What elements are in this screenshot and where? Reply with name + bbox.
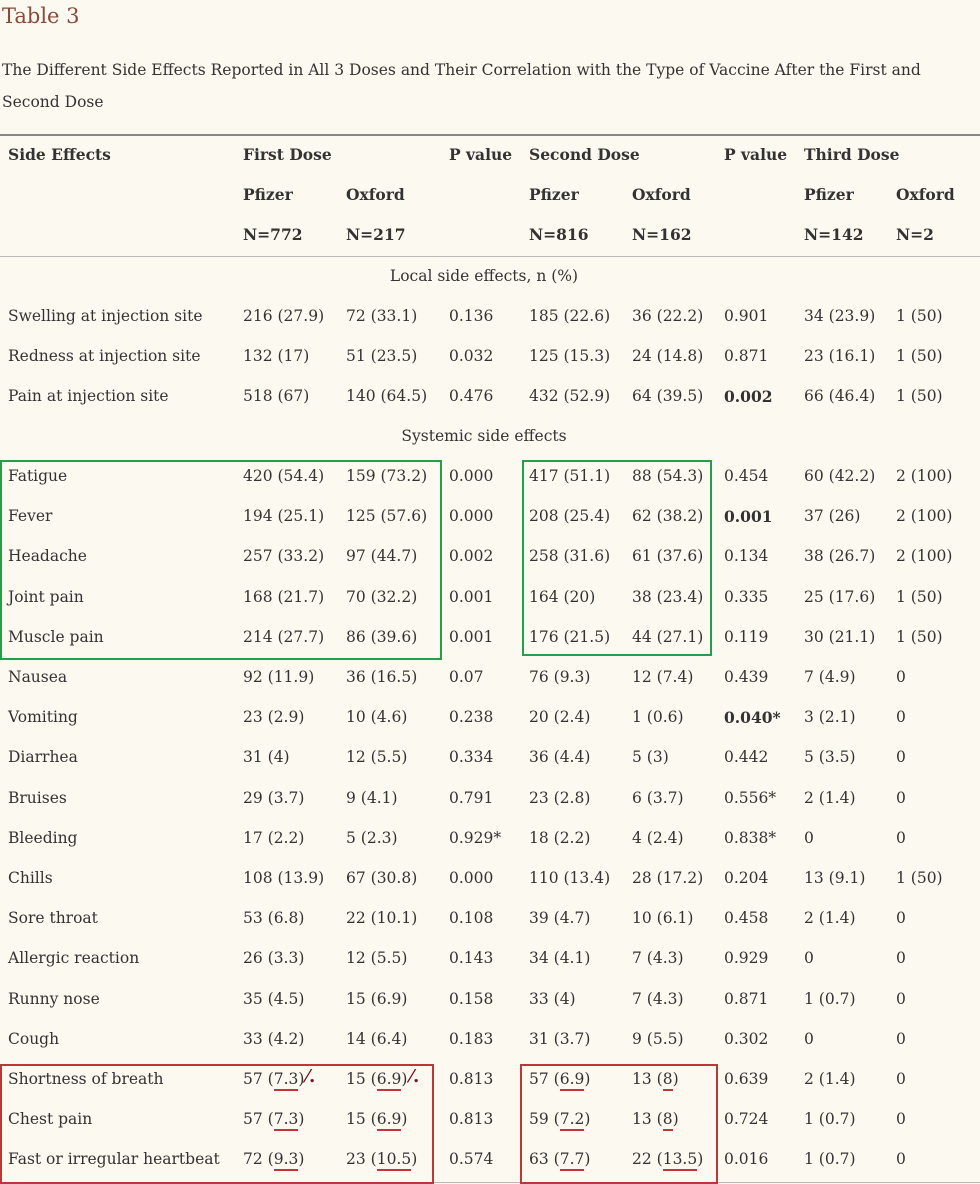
cell-p2: 0.119 bbox=[724, 627, 769, 646]
side-effect-name: Allergic reaction bbox=[8, 949, 140, 968]
cell-c6: 0 bbox=[896, 949, 906, 968]
header-n-second-pfizer: N=816 bbox=[529, 225, 589, 244]
cell-p2: 0.639 bbox=[724, 1070, 769, 1088]
header-oxford-2: Oxford bbox=[632, 185, 691, 204]
side-effect-name: Muscle pain bbox=[8, 627, 104, 646]
cell-p1: 0.158 bbox=[449, 989, 494, 1008]
cell-p1: 0.813 bbox=[449, 1110, 494, 1129]
header-p-value-1: P value bbox=[449, 145, 513, 164]
cell-c1: 23 (2.9) bbox=[243, 708, 305, 727]
side-effect-name: Bruises bbox=[8, 788, 67, 807]
cell-c5: 2 (1.4) bbox=[804, 909, 856, 928]
header-row-3 bbox=[0, 214, 980, 254]
table-row bbox=[0, 737, 980, 777]
side-effect-name: Redness at injection site bbox=[8, 347, 201, 365]
header-n-third-oxford: N=2 bbox=[896, 225, 934, 244]
side-effect-name: Diarrhea bbox=[8, 748, 78, 767]
header-p-value-2: P value bbox=[724, 145, 788, 164]
cell-c4: 13 (8) bbox=[632, 1070, 679, 1088]
cell-c2: 67 (30.8) bbox=[346, 869, 418, 887]
cell-p2: 0.556* bbox=[724, 788, 777, 807]
cell-c5: 25 (17.6) bbox=[804, 587, 876, 606]
section-local: Local side effects, n (%) bbox=[389, 267, 579, 285]
cell-p2: 0.016 bbox=[724, 1150, 769, 1169]
cell-c2: 12 (5.5) bbox=[346, 748, 408, 767]
cell-c3: 33 (4) bbox=[529, 989, 576, 1008]
cell-c1: 26 (3.3) bbox=[243, 949, 305, 968]
cell-c2: 9 (4.1) bbox=[346, 788, 398, 807]
cell-c6: 0 bbox=[896, 1070, 906, 1088]
cell-c6: 2 (100) bbox=[896, 507, 953, 526]
cell-c6: 1 (50) bbox=[896, 869, 943, 887]
cell-c1: 257 (33.2) bbox=[243, 547, 325, 566]
cell-c4: 38 (23.4) bbox=[632, 587, 704, 606]
side-effect-name: Joint pain bbox=[8, 587, 84, 606]
cell-c5: 0 bbox=[804, 1029, 814, 1048]
cell-p1: 0.791 bbox=[449, 788, 494, 807]
cell-c5: 1 (0.7) bbox=[804, 1110, 856, 1129]
header-oxford-1: Oxford bbox=[346, 185, 405, 204]
cell-c5: 66 (46.4) bbox=[804, 387, 876, 405]
cell-p1: 0.07 bbox=[449, 668, 484, 686]
cell-p2: 0.040* bbox=[724, 708, 781, 728]
cell-c4: 10 (6.1) bbox=[632, 909, 694, 928]
red-box-second-dose bbox=[520, 1064, 718, 1184]
table-row bbox=[0, 858, 980, 898]
cell-c5: 30 (21.1) bbox=[804, 627, 876, 646]
cell-c6: 0 bbox=[896, 788, 906, 807]
cell-c4: 61 (37.6) bbox=[632, 547, 704, 566]
table-row bbox=[0, 818, 980, 858]
cell-c5: 3 (2.1) bbox=[804, 708, 856, 727]
cell-c2: 125 (57.6) bbox=[346, 507, 428, 526]
cell-c6: 0 bbox=[896, 989, 906, 1008]
red-box-first-dose bbox=[0, 1064, 434, 1184]
cell-p2: 0.439 bbox=[724, 668, 769, 686]
cell-p2: 0.134 bbox=[724, 547, 769, 566]
cell-c3: 20 (2.4) bbox=[529, 708, 591, 727]
section-systemic: Systemic side effects bbox=[401, 427, 567, 445]
cell-c1: 57 (7.3) bbox=[243, 1110, 304, 1128]
cell-c2: 72 (33.1) bbox=[346, 307, 418, 325]
cell-p1: 0.001 bbox=[449, 587, 494, 606]
cell-c4: 4 (2.4) bbox=[632, 828, 684, 847]
cell-c5: 34 (23.9) bbox=[804, 307, 876, 325]
side-effect-name: Shortness of breath bbox=[8, 1070, 164, 1088]
cell-c6: 2 (100) bbox=[896, 547, 953, 566]
side-effect-name: Headache bbox=[8, 547, 87, 566]
cell-c5: 2 (1.4) bbox=[804, 1070, 856, 1088]
cell-c4: 22 (13.5) bbox=[632, 1150, 703, 1168]
cell-p2: 0.871 bbox=[724, 347, 769, 365]
cell-p2: 0.838* bbox=[724, 828, 777, 847]
cell-c3: 176 (21.5) bbox=[529, 627, 611, 646]
cell-c3: 125 (15.3) bbox=[529, 347, 611, 365]
cell-c1: 108 (13.9) bbox=[243, 869, 325, 887]
cell-p1: 0.000 bbox=[449, 507, 494, 526]
header-bottom-rule bbox=[0, 256, 980, 257]
cell-p1: 0.000 bbox=[449, 467, 494, 485]
cell-c5: 1 (0.7) bbox=[804, 1150, 856, 1169]
cell-c2: 70 (32.2) bbox=[346, 587, 418, 606]
cell-c4: 62 (38.2) bbox=[632, 507, 704, 526]
cell-c5: 0 bbox=[804, 828, 814, 847]
cell-c3: 18 (2.2) bbox=[529, 828, 591, 847]
cell-c5: 2 (1.4) bbox=[804, 788, 856, 807]
cell-c4: 64 (39.5) bbox=[632, 387, 704, 405]
table-row bbox=[0, 1019, 980, 1059]
cell-c6: 0 bbox=[896, 1150, 906, 1169]
cell-c3: 76 (9.3) bbox=[529, 668, 591, 686]
header-second-dose: Second Dose bbox=[529, 145, 640, 164]
cell-c3: 39 (4.7) bbox=[529, 909, 591, 928]
side-effect-name: Sore throat bbox=[8, 909, 98, 928]
cell-c6: 1 (50) bbox=[896, 627, 943, 646]
header-row-2 bbox=[0, 174, 980, 214]
cell-c5: 0 bbox=[804, 949, 814, 968]
table-row bbox=[0, 938, 980, 978]
table-row bbox=[0, 778, 980, 818]
cell-c2: 12 (5.5) bbox=[346, 949, 408, 968]
cell-c1: 29 (3.7) bbox=[243, 788, 305, 807]
side-effect-name: Fatigue bbox=[8, 467, 68, 485]
table-caption: The Different Side Effects Reported in All 3 Doses and Their Correlation with the Type of Vaccine After the First and Second Dose bbox=[2, 61, 921, 111]
cell-p1: 0.183 bbox=[449, 1029, 494, 1048]
cell-c3: 417 (51.1) bbox=[529, 467, 611, 485]
cell-p1: 0.476 bbox=[449, 387, 494, 405]
cell-c1: 132 (17) bbox=[243, 347, 310, 365]
cell-p2: 0.442 bbox=[724, 748, 769, 767]
cell-p2: 0.302 bbox=[724, 1029, 769, 1048]
header-side-effects: Side Effects bbox=[8, 145, 111, 164]
cell-c5: 38 (26.7) bbox=[804, 547, 876, 566]
cell-c2: 86 (39.6) bbox=[346, 627, 418, 646]
handwritten-mark-1: ⁄. bbox=[306, 1066, 316, 1087]
cell-c3: 432 (52.9) bbox=[529, 387, 611, 405]
cell-c4: 88 (54.3) bbox=[632, 467, 704, 485]
header-n-first-oxford: N=217 bbox=[346, 225, 406, 244]
cell-p1: 0.001 bbox=[449, 627, 494, 646]
cell-c2: 36 (16.5) bbox=[346, 668, 418, 686]
cell-c6: 0 bbox=[896, 708, 906, 727]
cell-c3: 23 (2.8) bbox=[529, 788, 591, 807]
table-row bbox=[0, 376, 980, 416]
cell-p2: 0.454 bbox=[724, 467, 769, 485]
cell-c2: 140 (64.5) bbox=[346, 387, 428, 405]
cell-p2: 0.204 bbox=[724, 869, 769, 887]
cell-c6: 1 (50) bbox=[896, 347, 943, 365]
cell-c4: 7 (4.3) bbox=[632, 949, 684, 968]
cell-c6: 0 bbox=[896, 668, 906, 686]
header-oxford-3: Oxford bbox=[896, 185, 955, 204]
cell-c2: 51 (23.5) bbox=[346, 347, 418, 365]
cell-p1: 0.574 bbox=[449, 1150, 494, 1169]
cell-c2: 10 (4.6) bbox=[346, 708, 408, 727]
table-row bbox=[0, 898, 980, 938]
side-effect-name: Chills bbox=[8, 869, 53, 887]
cell-c2: 15 (6.9) bbox=[346, 989, 408, 1008]
side-effect-name: Fast or irregular heartbeat bbox=[8, 1150, 220, 1169]
header-n-first-pfizer: N=772 bbox=[243, 225, 303, 244]
side-effect-name: Swelling at injection site bbox=[8, 307, 203, 325]
cell-c1: 216 (27.9) bbox=[243, 307, 325, 325]
cell-c1: 31 (4) bbox=[243, 748, 290, 767]
header-pfizer-3: Pfizer bbox=[804, 185, 854, 204]
cell-c1: 35 (4.5) bbox=[243, 989, 305, 1008]
header-pfizer-1: Pfizer bbox=[243, 185, 293, 204]
green-box-second-dose bbox=[522, 460, 712, 656]
cell-p2: 0.335 bbox=[724, 587, 769, 606]
cell-c4: 12 (7.4) bbox=[632, 668, 694, 686]
side-effect-name: Chest pain bbox=[8, 1110, 93, 1129]
header-first-dose: First Dose bbox=[243, 145, 332, 164]
cell-c3: 59 (7.2) bbox=[529, 1110, 590, 1128]
side-effect-name: Vomiting bbox=[8, 708, 78, 727]
cell-c4: 44 (27.1) bbox=[632, 627, 704, 646]
cell-c3: 57 (6.9) bbox=[529, 1070, 590, 1088]
cell-c1: 420 (54.4) bbox=[243, 467, 325, 485]
green-box-first-dose bbox=[0, 460, 442, 660]
cell-c4: 24 (14.8) bbox=[632, 347, 704, 365]
header-third-dose: Third Dose bbox=[804, 145, 900, 164]
header-pfizer-2: Pfizer bbox=[529, 185, 579, 204]
cell-c5: 5 (3.5) bbox=[804, 748, 856, 767]
cell-c3: 31 (3.7) bbox=[529, 1029, 591, 1048]
side-effect-name: Bleeding bbox=[8, 828, 78, 847]
cell-c2: 14 (6.4) bbox=[346, 1029, 408, 1048]
cell-c4: 36 (22.2) bbox=[632, 307, 704, 325]
cell-c2: 97 (44.7) bbox=[346, 547, 418, 566]
cell-p2: 0.724 bbox=[724, 1110, 769, 1129]
table-row bbox=[0, 296, 980, 336]
side-effect-name: Cough bbox=[8, 1029, 60, 1048]
table-title: Table 3 bbox=[2, 4, 80, 28]
cell-c6: 0 bbox=[896, 828, 906, 847]
cell-c3: 258 (31.6) bbox=[529, 547, 611, 566]
cell-c1: 92 (11.9) bbox=[243, 668, 315, 686]
header-n-second-oxford: N=162 bbox=[632, 225, 692, 244]
cell-p2: 0.929 bbox=[724, 949, 769, 968]
cell-c6: 1 (50) bbox=[896, 387, 943, 405]
handwritten-mark-2: ⁄. bbox=[410, 1066, 420, 1087]
cell-c4: 5 (3) bbox=[632, 748, 669, 767]
cell-p2: 0.871 bbox=[724, 989, 769, 1008]
side-effect-name: Pain at injection site bbox=[8, 387, 169, 405]
cell-c5: 7 (4.9) bbox=[804, 668, 856, 686]
cell-p1: 0.032 bbox=[449, 347, 494, 365]
cell-p1: 0.238 bbox=[449, 708, 494, 727]
cell-c5: 37 (26) bbox=[804, 507, 861, 526]
cell-c3: 185 (22.6) bbox=[529, 307, 611, 325]
cell-c5: 23 (16.1) bbox=[804, 347, 876, 365]
cell-c2: 15 (6.9) bbox=[346, 1110, 407, 1128]
cell-c1: 57 (7.3) bbox=[243, 1070, 304, 1088]
cell-c3: 110 (13.4) bbox=[529, 869, 611, 887]
cell-c3: 208 (25.4) bbox=[529, 507, 611, 526]
cell-p1: 0.000 bbox=[449, 869, 494, 887]
cell-c5: 60 (42.2) bbox=[804, 467, 876, 485]
cell-c1: 518 (67) bbox=[243, 387, 310, 405]
cell-c6: 0 bbox=[896, 748, 906, 767]
cell-c6: 0 bbox=[896, 1029, 906, 1048]
cell-p1: 0.334 bbox=[449, 748, 494, 767]
cell-c5: 13 (9.1) bbox=[804, 869, 866, 887]
cell-c1: 72 (9.3) bbox=[243, 1150, 304, 1168]
table-row bbox=[0, 979, 980, 1019]
cell-p1: 0.136 bbox=[449, 307, 494, 325]
cell-c6: 0 bbox=[896, 909, 906, 928]
cell-c2: 15 (6.9) bbox=[346, 1070, 407, 1088]
cell-c2: 5 (2.3) bbox=[346, 828, 398, 847]
cell-c2: 22 (10.1) bbox=[346, 909, 418, 928]
cell-c1: 33 (4.2) bbox=[243, 1029, 305, 1048]
cell-c4: 6 (3.7) bbox=[632, 788, 684, 807]
cell-c1: 168 (21.7) bbox=[243, 587, 325, 606]
table-row bbox=[0, 697, 980, 737]
cell-c4: 13 (8) bbox=[632, 1110, 679, 1128]
cell-p2: 0.458 bbox=[724, 909, 769, 928]
cell-p2: 0.901 bbox=[724, 307, 769, 325]
cell-c1: 17 (2.2) bbox=[243, 828, 305, 847]
cell-p1: 0.929* bbox=[449, 828, 502, 847]
cell-c6: 1 (50) bbox=[896, 587, 943, 606]
cell-c3: 63 (7.7) bbox=[529, 1150, 590, 1168]
cell-p1: 0.002 bbox=[449, 547, 494, 566]
cell-c1: 194 (25.1) bbox=[243, 507, 325, 526]
side-effect-name: Fever bbox=[8, 507, 53, 526]
cell-c3: 34 (4.1) bbox=[529, 949, 591, 968]
cell-c1: 214 (27.7) bbox=[243, 627, 325, 646]
cell-c3: 164 (20) bbox=[529, 587, 596, 606]
cell-c6: 1 (50) bbox=[896, 307, 943, 325]
table-row bbox=[0, 336, 980, 376]
cell-c4: 7 (4.3) bbox=[632, 989, 684, 1008]
header-row-1 bbox=[0, 134, 980, 174]
cell-p1: 0.143 bbox=[449, 949, 494, 968]
cell-c4: 9 (5.5) bbox=[632, 1029, 684, 1048]
cell-c2: 23 (10.5) bbox=[346, 1150, 417, 1168]
side-effect-name: Runny nose bbox=[8, 989, 100, 1008]
cell-c6: 0 bbox=[896, 1110, 906, 1129]
header-n-third-pfizer: N=142 bbox=[804, 225, 864, 244]
cell-c4: 1 (0.6) bbox=[632, 708, 684, 727]
cell-c5: 1 (0.7) bbox=[804, 989, 856, 1008]
cell-p2: 0.001 bbox=[724, 507, 773, 527]
cell-c4: 28 (17.2) bbox=[632, 869, 704, 887]
cell-c1: 53 (6.8) bbox=[243, 909, 305, 928]
cell-c6: 2 (100) bbox=[896, 467, 953, 485]
cell-p2: 0.002 bbox=[724, 387, 773, 406]
cell-p1: 0.108 bbox=[449, 909, 494, 928]
cell-p1: 0.813 bbox=[449, 1070, 494, 1088]
table-row bbox=[0, 657, 980, 697]
cell-c3: 36 (4.4) bbox=[529, 748, 591, 767]
cell-c2: 159 (73.2) bbox=[346, 467, 428, 485]
side-effect-name: Nausea bbox=[8, 668, 68, 686]
